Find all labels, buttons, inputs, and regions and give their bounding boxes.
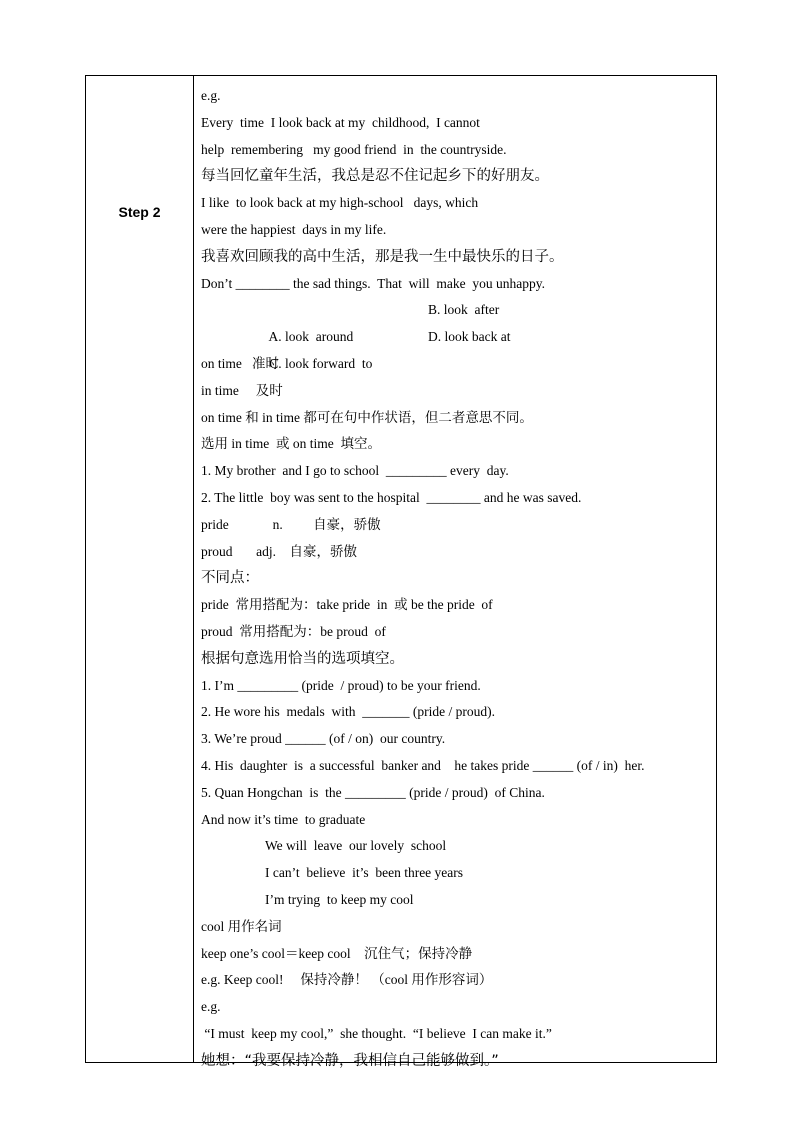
lyric-line-2: I can’t believe it’s been three years	[265, 865, 464, 881]
step-content	[201, 83, 712, 1074]
cool-noun-note: cool 用作名词	[201, 918, 282, 934]
exercise-1-item-1: 1. My brother and I go to school _________ every day.	[201, 463, 509, 479]
keep-cool-example: e.g. Keep cool! 保持冷静！ （cool 用作形容词）	[201, 972, 493, 988]
quote-translation: 她想：“我要保持冷静，我相信自己能够做到。”	[201, 1052, 499, 1069]
exercise-2-item-4: 4. His daughter is a successful banker and he takes pride ______ (of / in) her.	[201, 757, 645, 773]
vocab-pride: pride n. 自豪，骄傲	[201, 516, 381, 532]
quote-sentence: “I must keep my cool,” she thought. “I believe I can make it.”	[201, 1025, 552, 1041]
lesson-table	[85, 75, 717, 1069]
vocab-in-time: in time 及时	[201, 382, 283, 398]
lyric-line-1: We will leave our lovely school	[265, 838, 447, 854]
example-sentence-1b: help remembering my good friend in the countryside.	[201, 141, 507, 157]
example-label-2: e.g.	[201, 999, 221, 1015]
keep-cool-phrase: keep one’s cool＝keep cool 沉住气；保持冷静	[201, 945, 473, 961]
lyric-line-3: I’m trying to keep my cool	[265, 891, 414, 907]
example-sentence-2a: I like to look back at my high-school days, which	[201, 195, 479, 211]
exercise-instruction-2: 根据句意选用恰当的选项填空。	[201, 650, 404, 667]
option-d: D. look back at	[428, 329, 511, 345]
exercise-instruction-1: 选用 in time 或 on time 填空。	[201, 436, 381, 452]
question-stem: Don’t ________ the sad things. That will make you unhappy.	[201, 275, 545, 291]
column-divider	[193, 76, 194, 1062]
usage-note: on time 和 in time 都可在句中作状语，但二者意思不同。	[201, 409, 533, 425]
lyric-intro: And now it’s time to graduate	[201, 811, 366, 827]
example-sentence-2b: were the happiest days in my life.	[201, 221, 387, 237]
option-a: A. look around	[268, 329, 354, 345]
vocab-on-time: on time 准时	[201, 355, 279, 371]
proud-collocation: proud 常用搭配为：be proud of	[201, 623, 386, 639]
option-b: B. look after	[428, 302, 500, 318]
example-label: e.g.	[201, 88, 221, 103]
exercise-2-item-2: 2. He wore his medals with _______ (pride / proud).	[201, 704, 495, 720]
option-c: C. look forward to	[269, 355, 373, 371]
pride-collocation: pride 常用搭配为：take pride in 或 be the pride of	[201, 597, 493, 613]
difference-heading: 不同点：	[201, 570, 259, 587]
example-translation-1: 每当回忆童年生活，我总是忍不住记起乡下的好朋友。	[201, 168, 549, 185]
exercise-1-item-2: 2. The little boy was sent to the hospital ________ and he was saved.	[201, 489, 582, 505]
exercise-2-item-3: 3. We’re proud ______ (of / on) our country.	[201, 731, 446, 747]
example-translation-2: 我喜欢回顾我的高中生活，那是我一生中最快乐的日子。	[201, 248, 564, 265]
example-sentence-1a: Every time I look back at my childhood, I cannot	[201, 114, 480, 130]
exercise-2-item-1: 1. I’m _________ (pride / proud) to be your friend.	[201, 677, 481, 693]
step-label: Step 2	[118, 204, 161, 220]
vocab-proud: proud adj. 自豪，骄傲	[201, 543, 357, 559]
exercise-2-item-5: 5. Quan Hongchan is the _________ (pride / proud) of China.	[201, 784, 545, 800]
